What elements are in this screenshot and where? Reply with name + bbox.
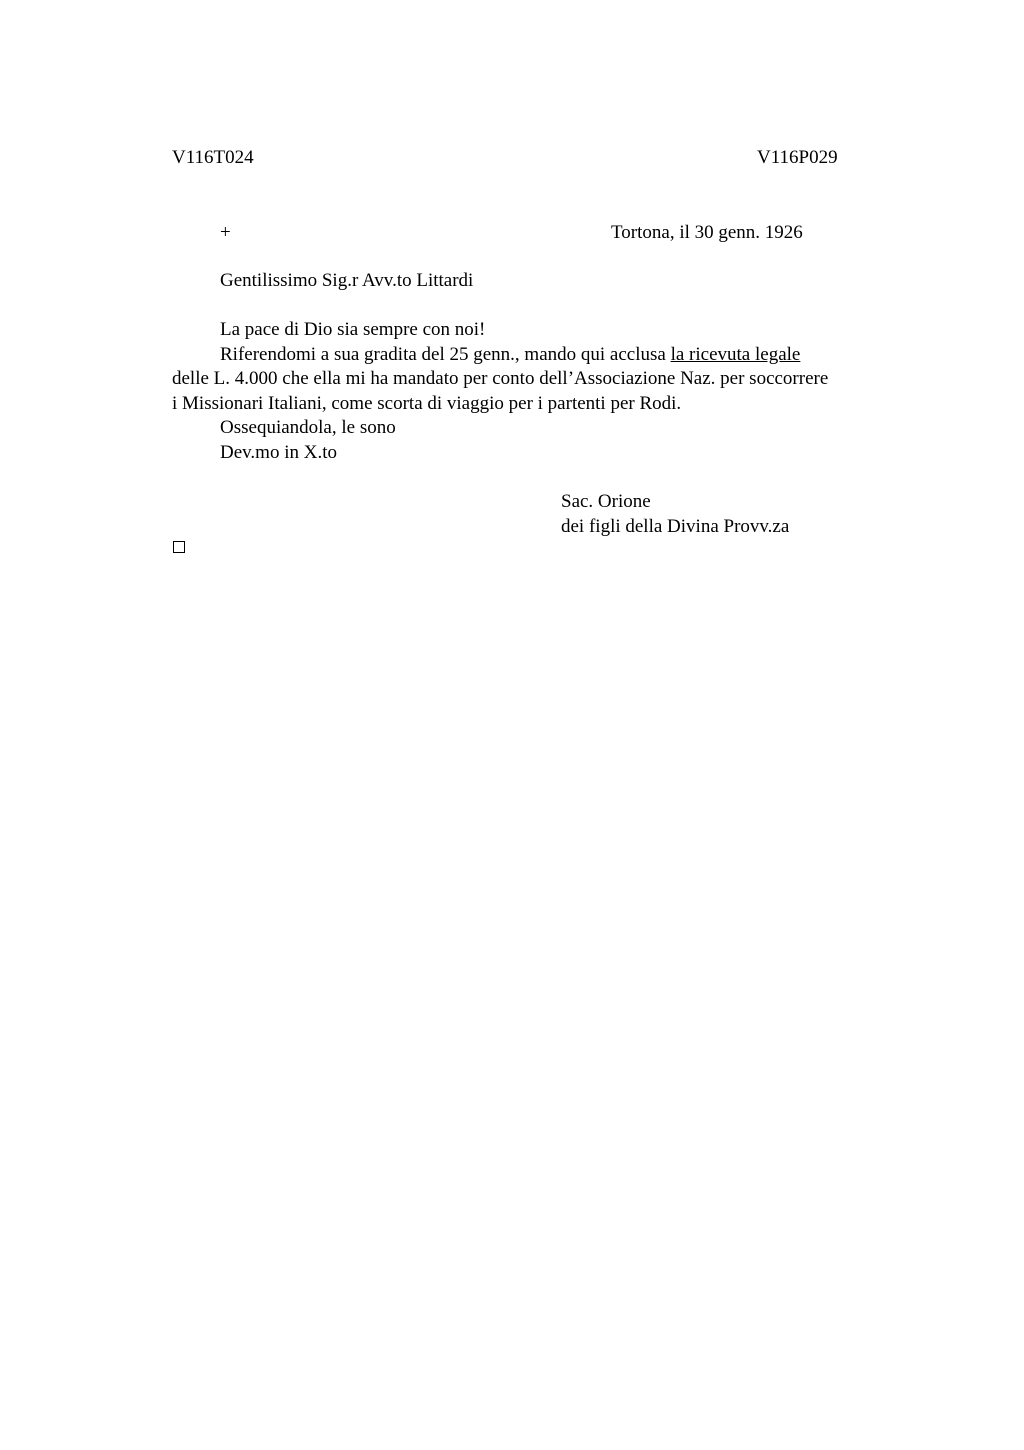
underlined-phrase: la ricevuta legale [670,343,801,365]
salutation: Gentilissimo Sig.r Avv.to Littardi [220,270,474,291]
closing-line-1: Ossequiandola, le sono [220,417,396,438]
letter-body [172,318,892,465]
signature-title: dei figli della Divina Provv.za [561,515,790,537]
paragraph-line-2: delle L. 4.000 che ella mi ha mandato per conto dell’Associazione Naz. per soccorrere [172,368,829,389]
closing-line-2: Dev.mo in X.to [220,441,337,463]
document-code-right: V116P029 [757,147,838,168]
paragraph-text: Riferendomi a sua gradita del 25 genn., mando qui acclusa [220,343,671,365]
signature-name: Sac. Orione [561,491,651,512]
signature-block [561,490,789,539]
dateline: Tortona, il 30 genn. 1926 [611,222,803,243]
document-code-left: V116T024 [172,147,254,168]
cross-mark: + [220,222,231,243]
end-square-icon [173,541,185,553]
greeting-line: La pace di Dio sia sempre con noi! [220,319,486,340]
paragraph-line-1 [172,343,892,368]
paragraph-line-3: i Missionari Italiani, come scorta di viaggio per i partenti per Rodi. [172,392,682,414]
